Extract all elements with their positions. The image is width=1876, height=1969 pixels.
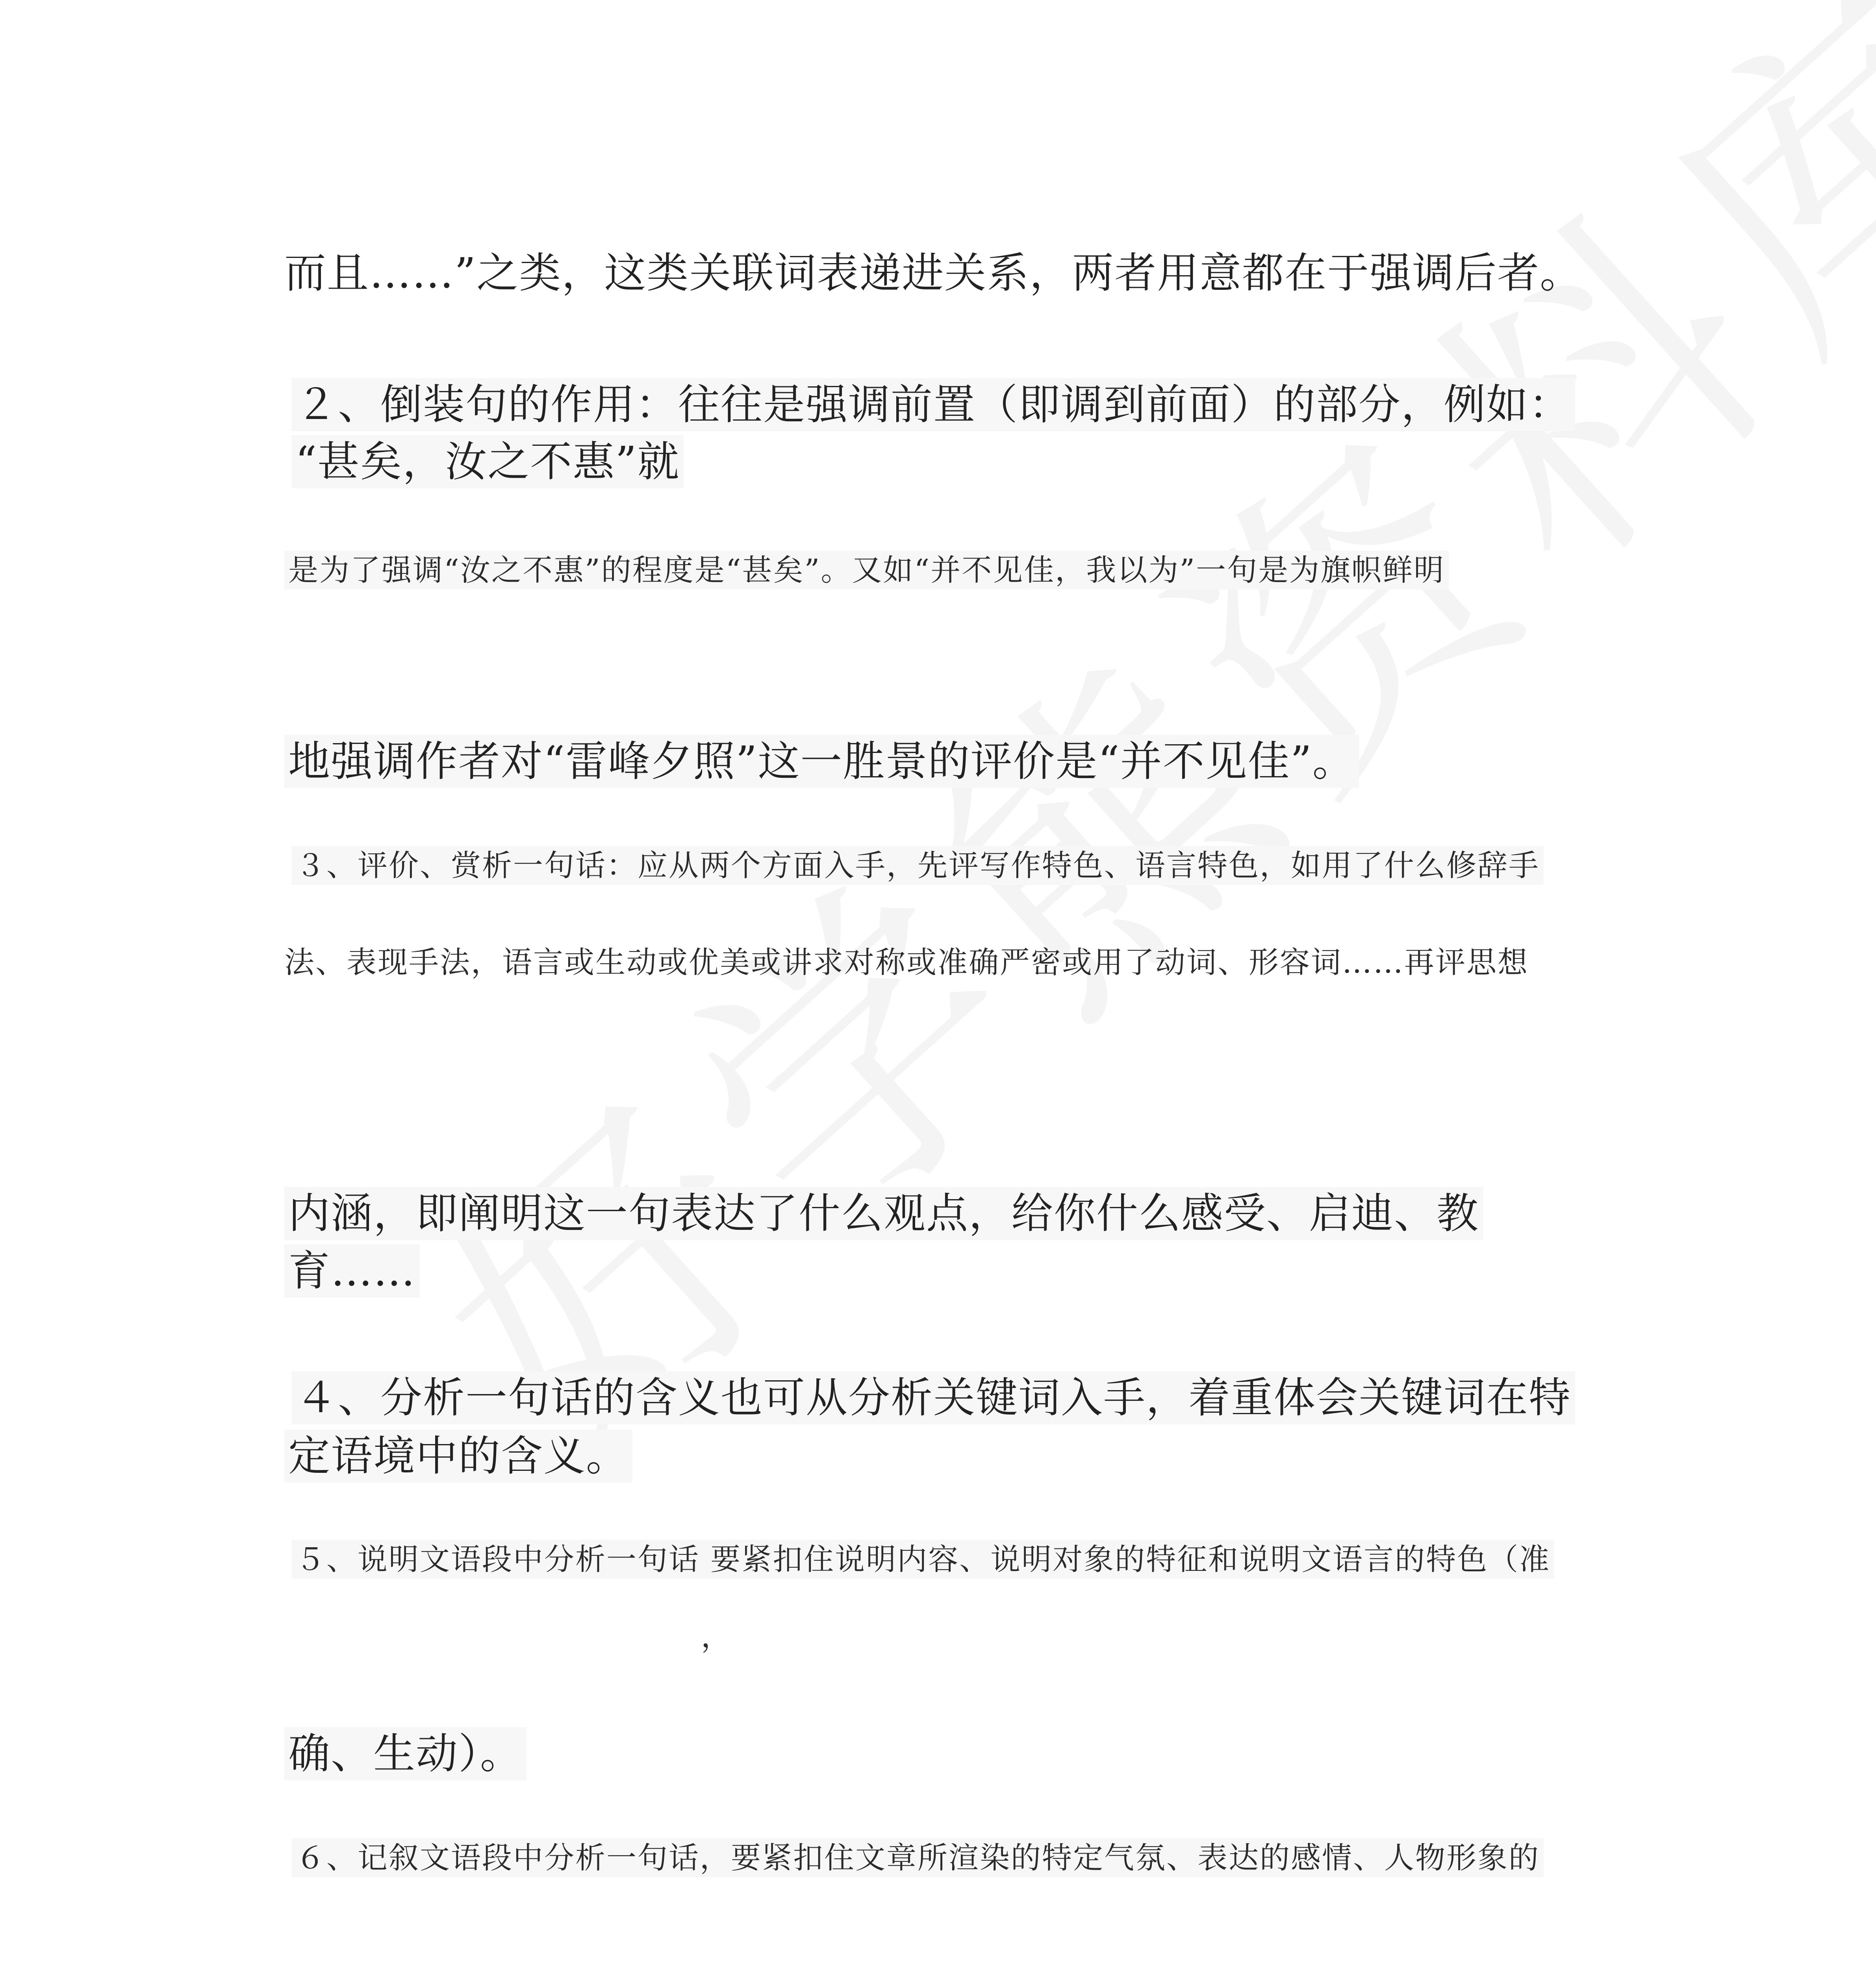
text-line: 确、生动）。: [284, 1727, 526, 1780]
text-line: 地强调作者对“雷峰夕照”这一胜景的评价是“并不见佳”。: [284, 735, 1359, 788]
text-line: ３、评价、赏析一句话：应从两个方面入手，先评写作特色、语言特色，如用了什么修辞手: [291, 846, 1544, 885]
text-line: ２、倒装句的作用：往往是强调前置（即调到前面）的部分，例如：: [291, 378, 1575, 431]
text-line: 是为了强调“汝之不惠”的程度是“甚矣”。又如“并不见佳，我以为”一句是为旗帜鲜明: [284, 551, 1449, 590]
text-line: “甚矣，汝之不惠”就: [291, 435, 684, 488]
text-line: 定语境中的含义。: [284, 1429, 632, 1483]
text-line: ４、分析一句话的含义也可从分析关键词入手，着重体会关键词在特: [291, 1371, 1575, 1424]
text-line: 而且……”之类，这类关联词表递进关系，两者用意都在于强调后者。: [284, 249, 1583, 297]
text-line: 法、表现手法，语言或生动或优美或讲求对称或准确严密或用了动词、形容词……再评思想: [284, 945, 1529, 980]
text-line: ６、记叙文语段中分析一句话，要紧扣住文章所渲染的特定气氛、表达的感情、人物形象的: [291, 1838, 1544, 1877]
text-line: 育……: [284, 1244, 420, 1298]
text-line: ５、说明文语段中分析一句话 要紧扣住说明内容、说明对象的特征和说明文语言的特色（准: [291, 1540, 1554, 1579]
text-line: ，: [701, 1619, 732, 1654]
text-line: 内涵，即阐明这一句表达了什么观点，给你什么感受、启迪、教: [284, 1187, 1483, 1240]
